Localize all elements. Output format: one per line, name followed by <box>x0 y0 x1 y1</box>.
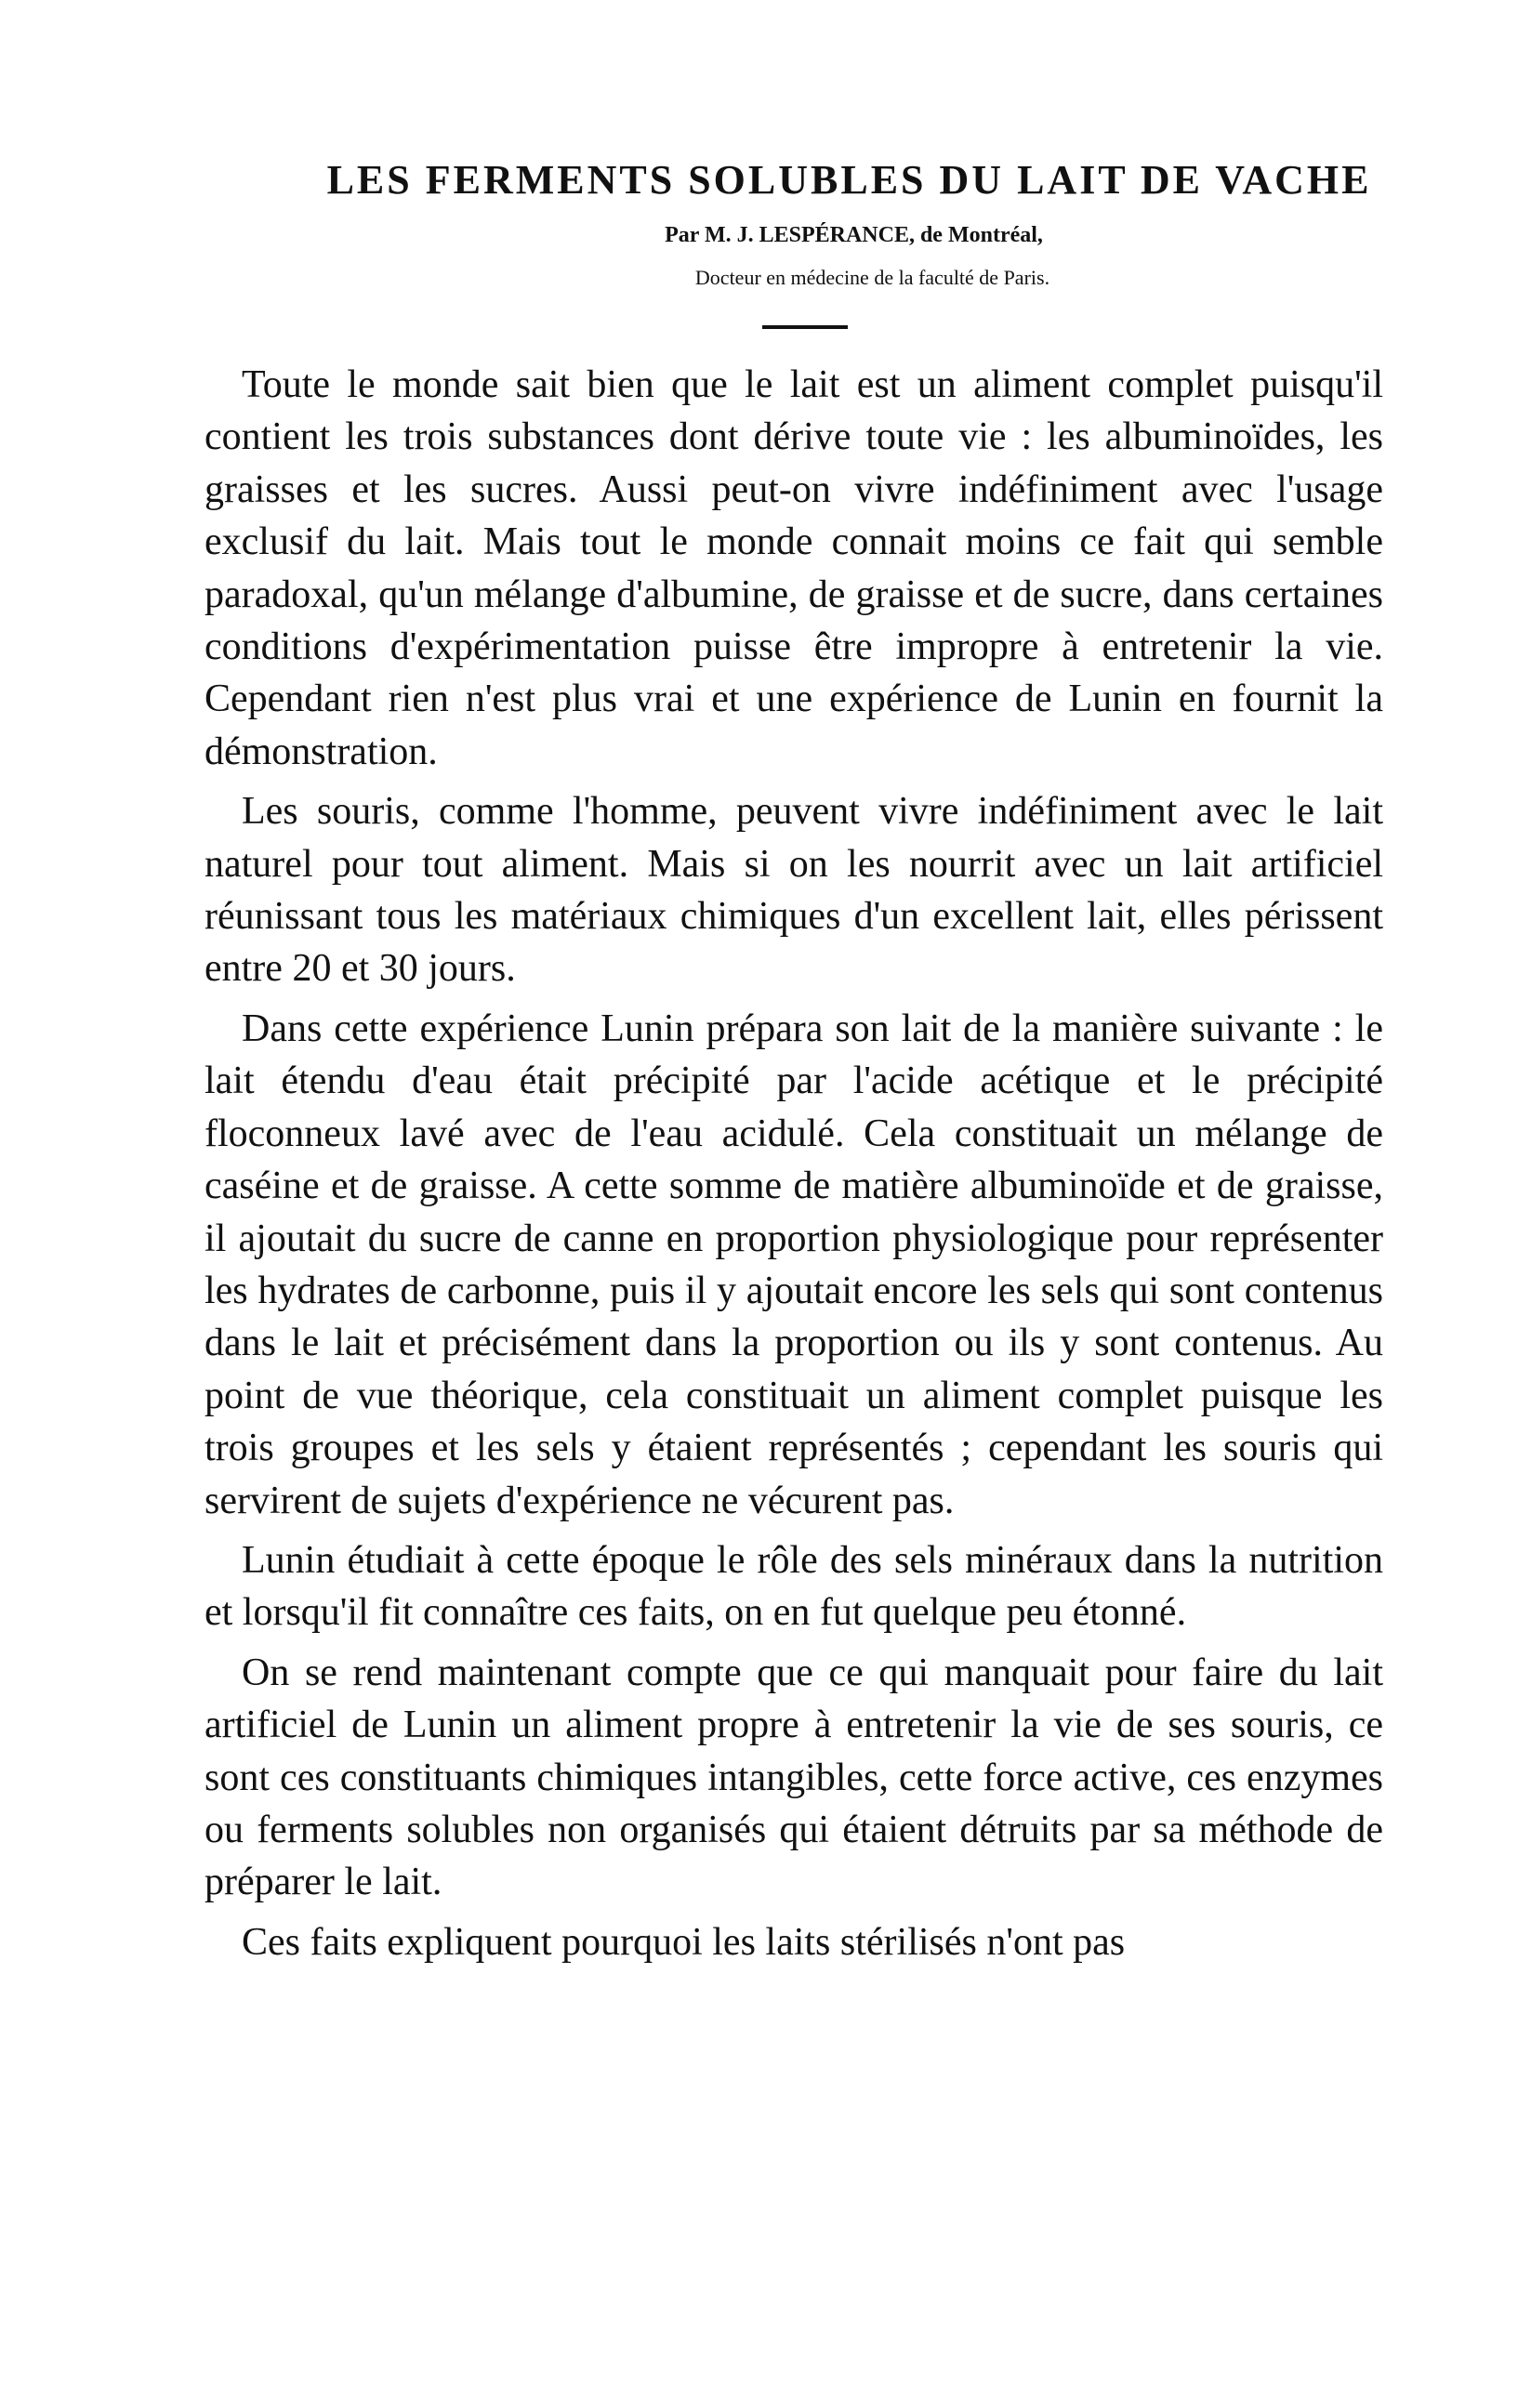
paragraph: On se rend maintenant compte que ce qui manquait pour faire du lait artificiel de Lunin un aliment propre à entretenir la vie de ses souris, ce sont ces constituants chimiques intangibles, cette force active, ces enzymes ou ferments solubles non organisés qui étaient détruits par sa méthode de préparer le lait. <box>205 1651 1383 1904</box>
paragraph: Lunin étudiait à cette époque le rôle des sels minéraux dans la nutrition et lorsqu'il fit connaître ces faits, on en fut quelque peu étonné. <box>205 1538 1383 1635</box>
title-divider <box>762 325 848 329</box>
paragraph: Dans cette expérience Lunin prépara son lait de la manière suivante : le lait étendu d'eau était précipité par l'acide acétique et le précipité floconneux lavé avec de l'eau acidulé. Cela constituait un mélange de caséine et de graisse. A cette somme de matière albuminoïde et de graisse, il ajoutait du sucre de canne en proportion physiologique pour représenter les hydrates de carbonne, puis il y ajoutait encore les sels qui sont contenus dans le lait et précisément dans la proportion ou ils y sont contenus. Au point de vue théorique, cela constituait un aliment complet puisque les trois groupes et les sels y étaient représentés ; cependant les souris qui servirent de sujets d'expérience ne vécurent pas. <box>205 1007 1383 1522</box>
article-body <box>205 359 1383 1968</box>
paragraph: Les souris, comme l'homme, peuvent vivre indéfiniment avec le lait naturel pour tout aliment. Mais si on les nourrit avec un lait artificiel réunissant tous les matériaux chimiques d'un excellent lait, elles périssent entre 20 et 30 jours. <box>205 790 1383 991</box>
paragraph: Ces faits expliquent pourquoi les laits stérilisés n'ont pas <box>242 1920 1126 1964</box>
author-credential: Docteur en médecine de la faculté de Paris. <box>694 266 1050 289</box>
author-byline: Par M. J. LESPÉRANCE, de Montréal, <box>665 223 1043 247</box>
paragraph: Toute le monde sait bien que le lait est un aliment complet puisqu'il contient les trois substances dont dérive toute vie : les albuminoïdes, les graisses et les sucres. Aussi peut-on vivre indéfiniment avec l'usage exclusif du lait. Mais tout le monde connait moins ce fait qui semble paradoxal, qu'un mélange d'albumine, de graisse et de sucre, dans certaines conditions d'expérimentation puisse être impropre à entretenir la vie. Cependant rien n'est plus vrai et une expérience de Lunin en fournit la démonstration. <box>205 363 1383 773</box>
article-title: LES FERMENTS SOLUBLES DU LAIT DE VACHE <box>326 157 1372 203</box>
